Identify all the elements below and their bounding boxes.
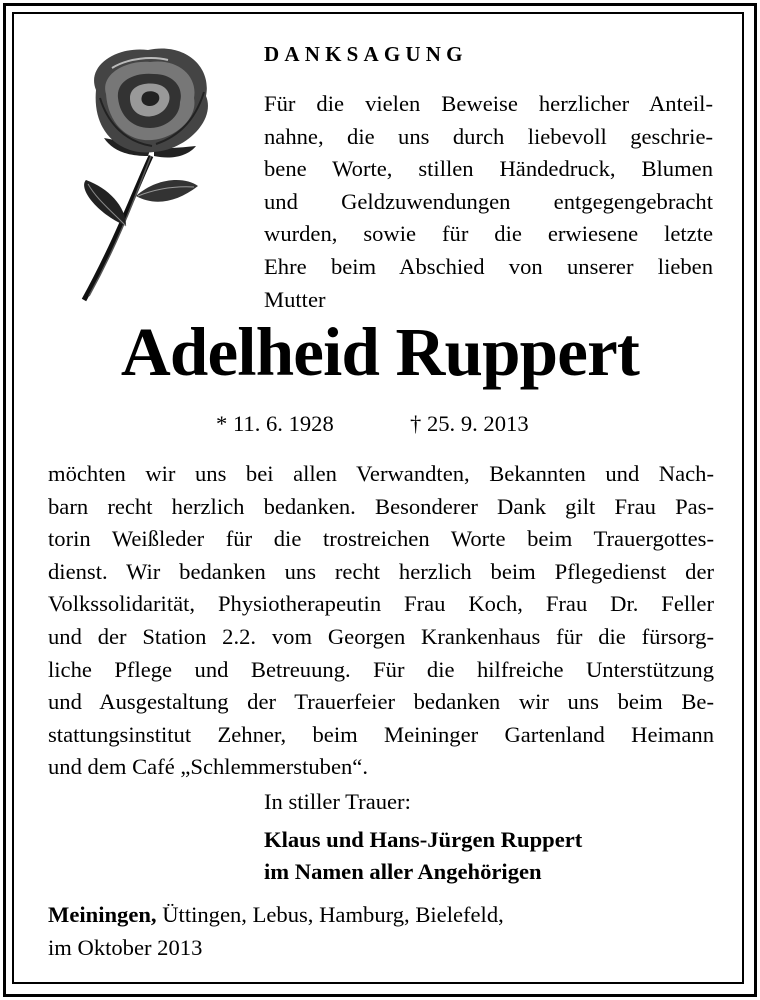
body-line: torin Weißleder für die trostreichen Worte beim Trauergottes-: [48, 526, 714, 552]
place-date-block: [48, 899, 504, 964]
intro-line: nahne, die uns durch liebevoll geschrie-: [264, 123, 713, 149]
body-line: und dem Café „Schlemmerstuben“.: [48, 754, 368, 780]
body-paragraph: [48, 458, 714, 784]
signature-block: [264, 824, 582, 888]
rose-icon: [56, 38, 256, 308]
intro-line: wurden, sowie für die erwiesene letzte: [264, 221, 713, 247]
date-line: im Oktober 2013: [48, 934, 203, 960]
body-line: stattungsinstitut Zehner, beim Meininger Gartenland Heimann: [48, 721, 714, 747]
body-line: liche Pflege und Betreuung. Für die hilfreiche Unterstützung: [48, 656, 714, 682]
place-main: Meiningen,: [48, 902, 157, 927]
body-line: barn recht herzlich bedanken. Besonderer Dank gilt Frau Pas-: [48, 493, 714, 519]
body-line: dienst. Wir bedanken uns recht herzlich beim Pflegedienst der: [48, 558, 714, 584]
intro-line: Mutter: [264, 286, 326, 312]
heading-danksagung: DANKSAGUNG: [264, 42, 468, 66]
body-line: und Ausgestaltung der Trauerfeier bedanken wir uns beim Be-: [48, 689, 714, 715]
birth-date: * 11. 6. 1928: [216, 411, 334, 436]
place-others: Üttingen, Lebus, Hamburg, Bielefeld,: [156, 902, 504, 927]
intro-line: und Geldzuwendungen entgegengebracht: [264, 188, 713, 214]
body-line: und der Station 2.2. vom Georgen Krankenhaus für die fürsorg-: [48, 623, 714, 649]
intro-paragraph: [264, 88, 713, 316]
death-date: † 25. 9. 2013: [410, 411, 529, 436]
places-line: [48, 899, 504, 932]
body-line: Volkssolidarität, Physiotherapeutin Frau Koch, Frau Dr. Feller: [48, 591, 714, 617]
signature-line: Klaus und Hans-Jürgen Ruppert: [264, 827, 583, 852]
intro-line: Ehre beim Abschied von unserer lieben: [264, 253, 713, 279]
intro-line: Für die vielen Beweise herzlicher Anteil-: [264, 91, 713, 116]
deceased-name: Adelheid Ruppert: [120, 314, 640, 390]
body-line: möchten wir uns bei allen Verwandten, Bekannten und Nach-: [48, 461, 714, 486]
mourning-label: In stiller Trauer:: [264, 789, 411, 814]
signature-line: im Namen aller Angehörigen: [264, 859, 542, 884]
intro-line: bene Worte, stillen Händedruck, Blumen: [264, 156, 713, 182]
